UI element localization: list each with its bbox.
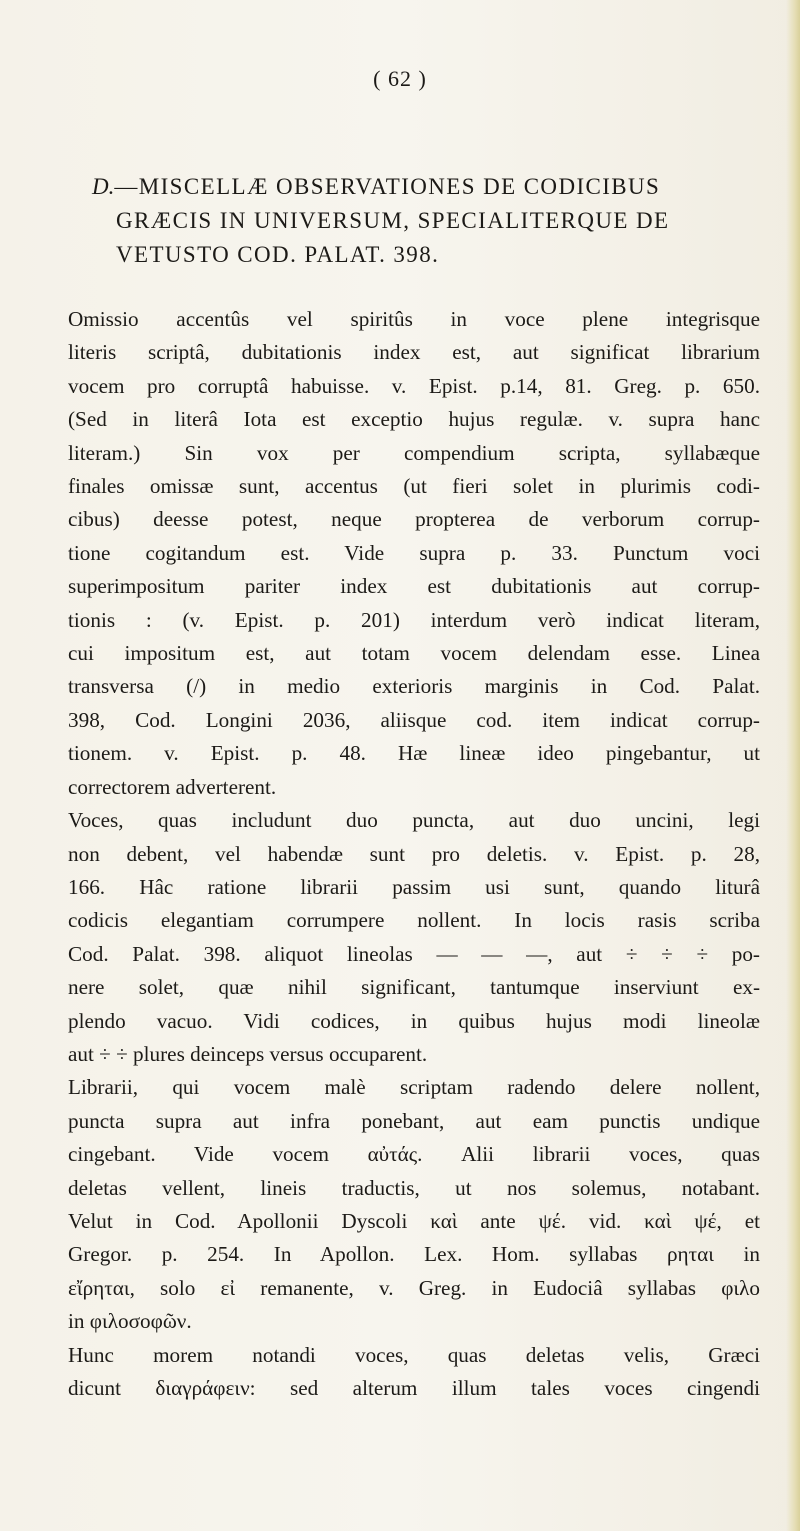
text-line: Cod. Palat. 398. aliquot lineolas — — —, aut ÷ ÷ ÷ po- bbox=[68, 941, 760, 966]
text-line: codicis elegantiam corrumpere nollent. In locis rasis scriba bbox=[68, 908, 760, 933]
heading-line-1 bbox=[92, 174, 660, 199]
text-line: Hunc morem notandi voces, quas deletas velis, Græci bbox=[68, 1342, 760, 1367]
text-line: Velut in Cod. Apollonii Dyscoli καὶ ante ψέ. vid. καὶ ψέ, et bbox=[68, 1208, 760, 1233]
text-line: Voces, quas includunt duo puncta, aut duo uncini, legi bbox=[68, 808, 760, 833]
text-line: literis scriptâ, dubitationis index est, aut significat librarium bbox=[68, 340, 760, 365]
text-line: nere solet, quæ nihil significant, tantumque inserviunt ex- bbox=[68, 975, 760, 1000]
page-number: ( 62 ) bbox=[373, 66, 427, 91]
text-line: dicunt διαγράφειν: sed alterum illum tales voces cingendi bbox=[68, 1376, 760, 1400]
text-line: non debent, vel habendæ sunt pro deletis. v. Epist. p. 28, bbox=[68, 841, 760, 866]
text-line: tionem. v. Epist. p. 48. Hæ lineæ ideo pingebantur, ut bbox=[68, 741, 760, 766]
text-line: tionis : (v. Epist. p. 201) interdum verò indicat literam, bbox=[68, 607, 760, 632]
text-line: 398, Cod. Longini 2036, aliisque cod. item indicat corrup- bbox=[68, 707, 760, 732]
text-line: cibus) deesse potest, neque propterea de verborum corrup- bbox=[68, 507, 760, 532]
text-line: aut ÷ ÷ plures deinceps versus occuparent. bbox=[68, 1041, 428, 1066]
text-line: literam.) Sin vox per compendium scripta, syllabæque bbox=[68, 440, 760, 465]
heading-line-3: VETUSTO COD. PALAT. 398. bbox=[116, 242, 440, 267]
heading-line-1-text: —MISCELLÆ OBSERVATIONES DE CODICIBUS bbox=[114, 174, 661, 199]
text-line: plendo vacuo. Vidi codices, in quibus hujus modi lineolæ bbox=[68, 1008, 760, 1033]
text-line: finales omissæ sunt, accentus (ut fieri solet in plurimis codi- bbox=[68, 474, 760, 499]
text-line: in φιλοσοφῶν. bbox=[68, 1309, 192, 1334]
text-line: 166. Hâc ratione librarii passim usi sunt, quando liturâ bbox=[68, 874, 760, 899]
section-heading bbox=[92, 170, 752, 272]
text-line: tione cogitandum est. Vide supra p. 33. Punctum voci bbox=[68, 540, 760, 565]
text-line: correctorem adverterent. bbox=[68, 774, 277, 799]
text-line: Omissio accentûs vel spiritûs in voce plene integrisque bbox=[68, 307, 760, 331]
text-line: deletas vellent, lineis traductis, ut nos solemus, notabant. bbox=[68, 1175, 760, 1200]
text-line: cingebant. Vide vocem αὐτάς. Alii librarii voces, quas bbox=[68, 1142, 760, 1167]
body-text bbox=[68, 303, 760, 1405]
text-line: (Sed in literâ Iota est exceptio hujus regulæ. v. supra hanc bbox=[68, 407, 760, 432]
text-line: transversa (/) in medio exterioris marginis in Cod. Palat. bbox=[68, 674, 760, 699]
page-edge bbox=[786, 0, 800, 1531]
text-line: puncta supra aut infra ponebant, aut eam punctis undique bbox=[68, 1108, 760, 1133]
text-line: Librarii, qui vocem malè scriptam radendo delere nollent, bbox=[68, 1075, 760, 1100]
text-line: superimpositum pariter index est dubitationis aut corrup- bbox=[68, 574, 760, 599]
text-line: vocem pro corruptâ habuisse. v. Epist. p.14, 81. Greg. p. 650. bbox=[68, 373, 760, 398]
section-label: D. bbox=[92, 174, 115, 199]
text-line: Gregor. p. 254. In Apollon. Lex. Hom. syllabas ρηται in bbox=[68, 1242, 760, 1267]
text-line: cui impositum est, aut totam vocem delendam esse. Linea bbox=[68, 641, 760, 666]
text-line: εἴρηται, solo εἰ remanente, v. Greg. in Eudociâ syllabas φιλο bbox=[68, 1275, 760, 1300]
heading-line-2: GRÆCIS IN UNIVERSUM, SPECIALITERQUE DE bbox=[116, 208, 670, 233]
